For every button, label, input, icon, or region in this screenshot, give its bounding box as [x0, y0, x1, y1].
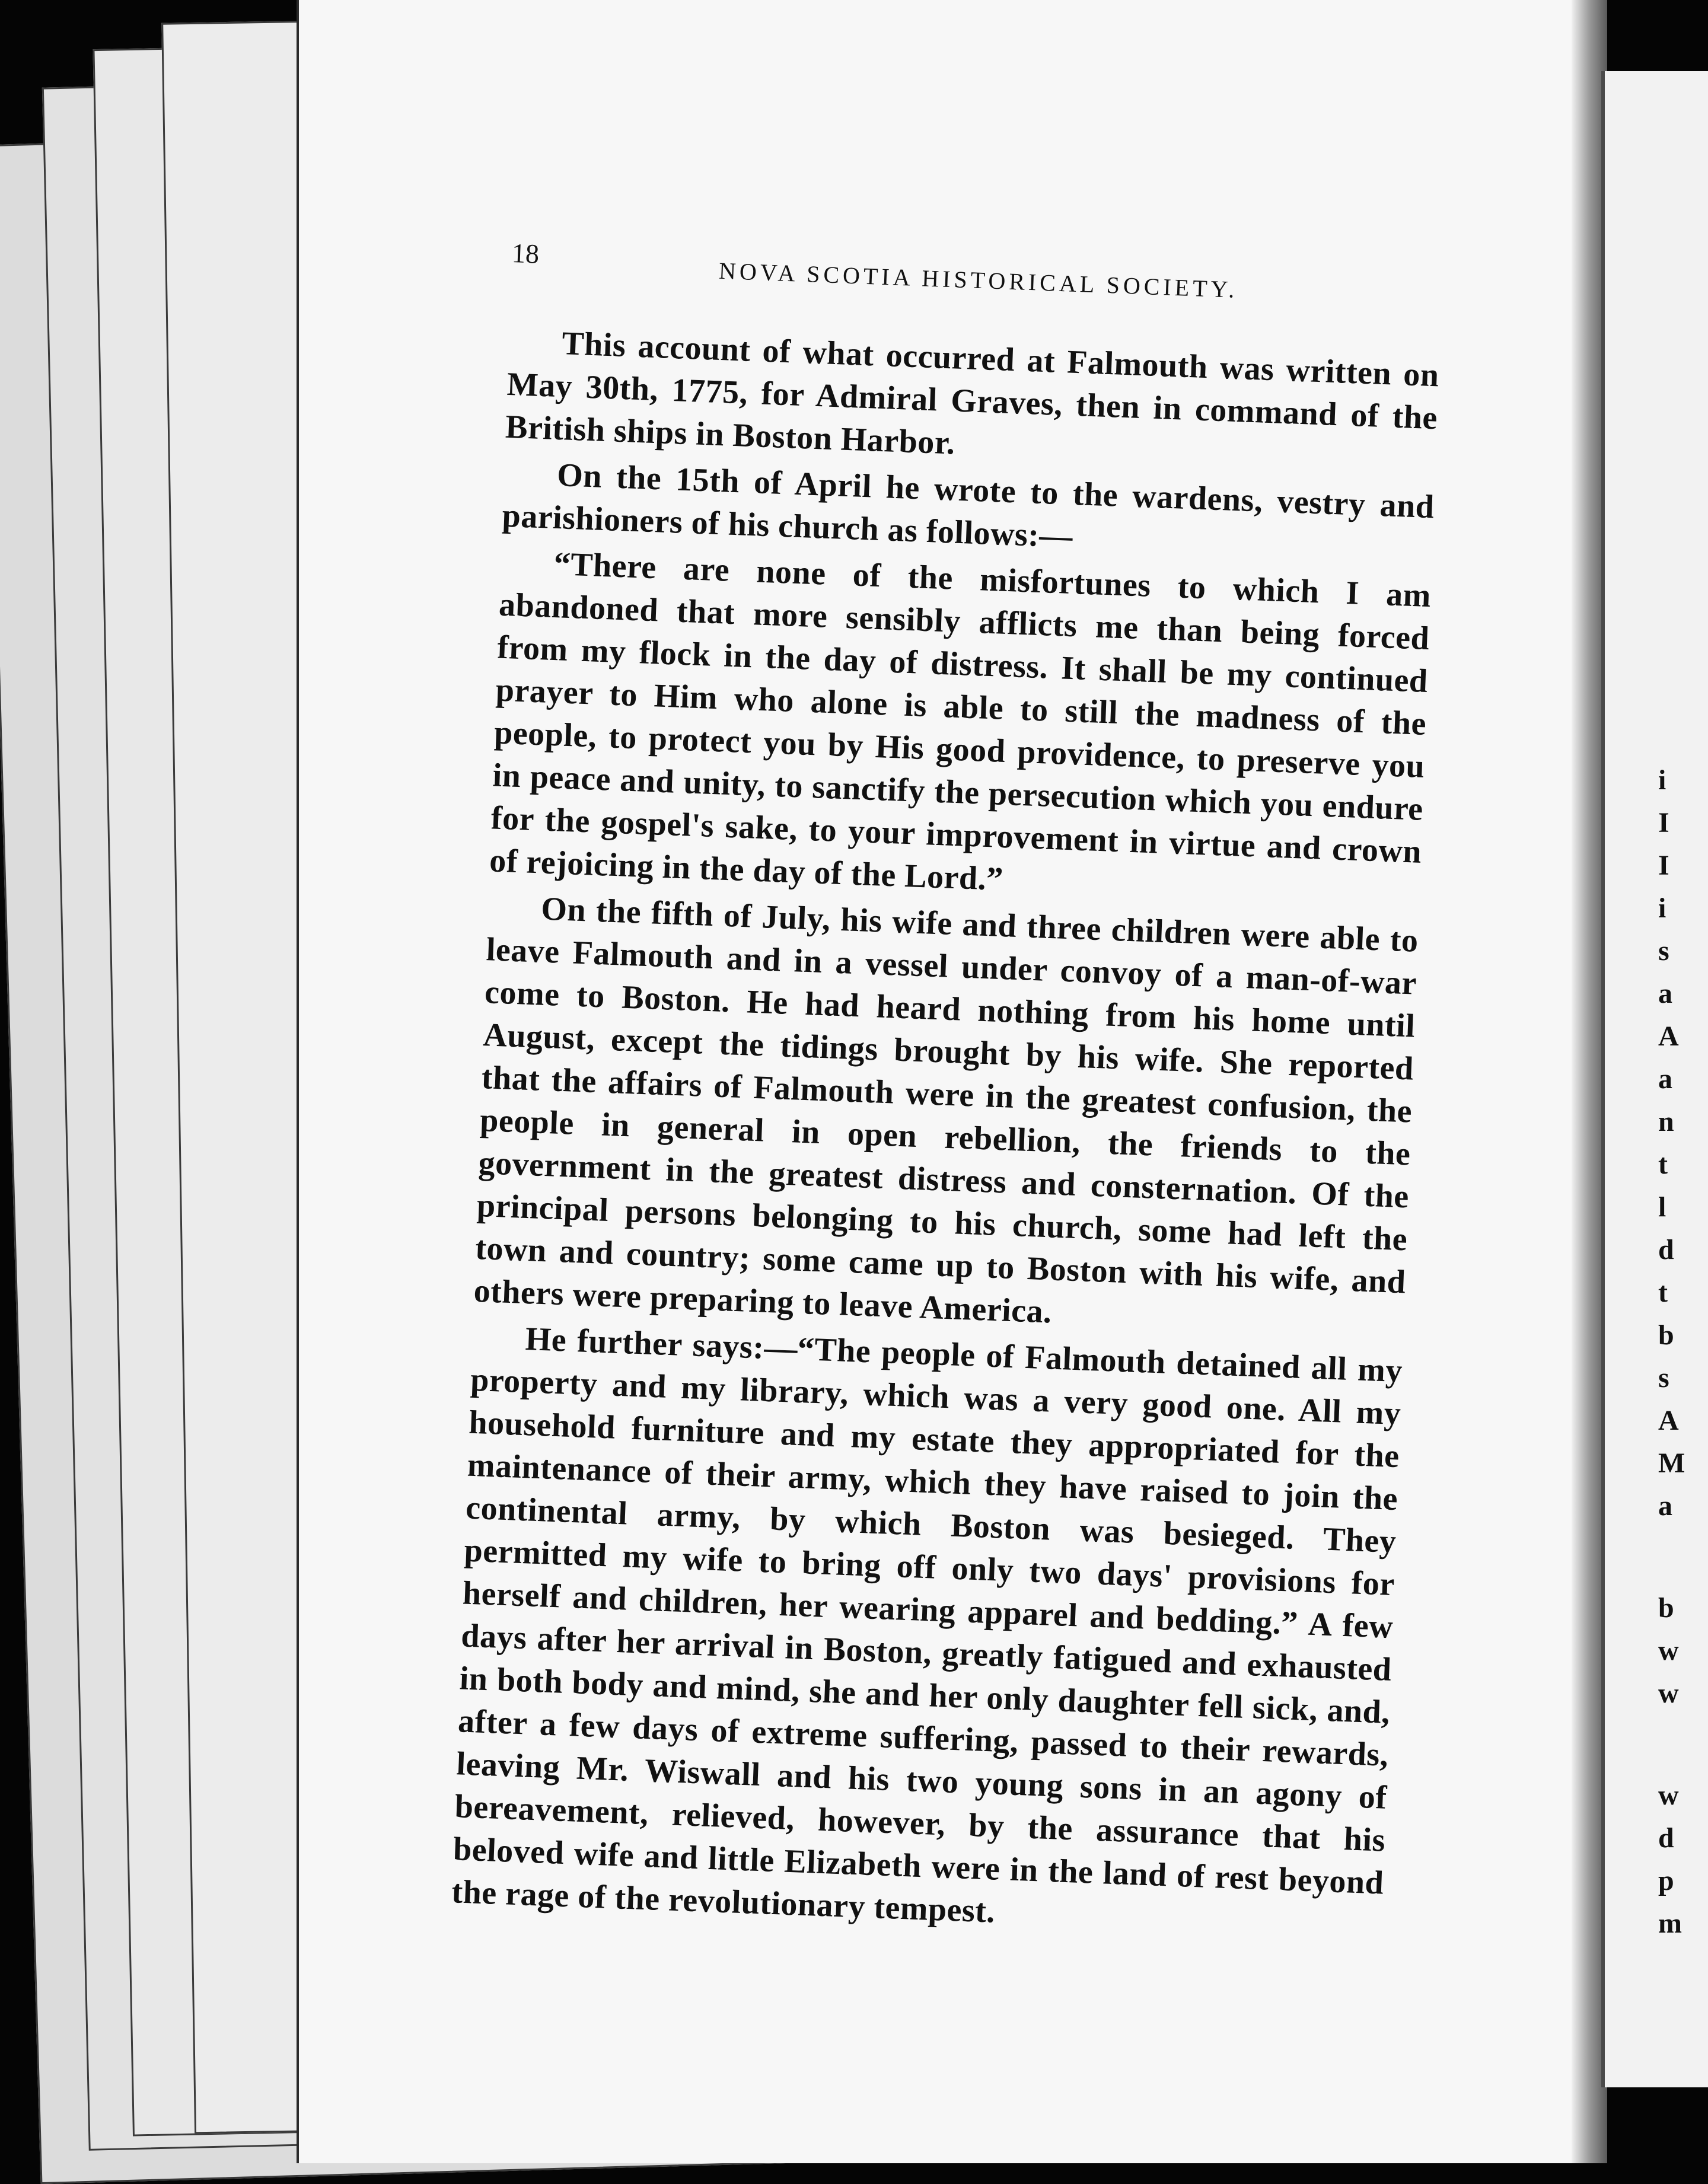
text-fragment: p: [1658, 1865, 1674, 1896]
text-fragment: [1658, 1528, 1708, 1587]
paragraph: This account of what occurred at Falmouth was written on May 30th, 1775, for Admiral Graves, then in command of the British ships in Boston Harbor.: [505, 325, 1440, 462]
page-text-block: [451, 237, 1443, 1951]
facing-page-text-fragments: [1658, 759, 1708, 1945]
facing-page-edge: [1601, 71, 1708, 2087]
book-page: [297, 0, 1607, 2163]
text-fragment: M: [1658, 1448, 1685, 1479]
text-fragment: i: [1658, 764, 1666, 796]
text-fragment: b: [1658, 1592, 1674, 1624]
text-fragment: a: [1658, 1490, 1672, 1522]
text-fragment: A: [1658, 1021, 1679, 1052]
text-fragment: n: [1658, 1106, 1674, 1137]
text-fragment: i: [1658, 892, 1666, 924]
text-fragment: [1658, 1715, 1708, 1774]
text-fragment: a: [1658, 1063, 1672, 1095]
text-fragment: t: [1658, 1277, 1668, 1308]
paragraph: “There are none of the misfortunes to which I am abandoned that more sensibly afflicts me than being forced from my flock in the day of distress. It shall be my continued prayer to Him who alone is able to still the madness of the people, to protect you by His good providence, to preserve you in peace and unity, to sanctify the persecution which you endure for the gospel's sake, to your improvement in virtue and crown of rejoicing in the day of the Lord.”: [489, 545, 1432, 898]
text-fragment: I: [1658, 807, 1669, 838]
paragraph: On the 15th of April he wrote to the wardens, vestry and parishioners of his church as follows:—: [501, 457, 1435, 555]
text-fragment: s: [1658, 935, 1669, 967]
text-fragment: w: [1658, 1635, 1679, 1666]
running-head: [510, 237, 1443, 330]
text-fragment: l: [1658, 1191, 1666, 1223]
text-fragment: t: [1658, 1149, 1668, 1180]
text-fragment: m: [1658, 1908, 1682, 1939]
text-fragment: a: [1658, 978, 1672, 1009]
text-fragment: b: [1658, 1319, 1674, 1351]
text-fragment: w: [1658, 1780, 1679, 1811]
text-fragment: I: [1658, 850, 1669, 881]
text-fragment: d: [1658, 1234, 1674, 1265]
text-fragment: A: [1658, 1405, 1679, 1436]
text-fragment: w: [1658, 1678, 1679, 1709]
text-fragment: d: [1658, 1822, 1674, 1854]
text-fragment: s: [1658, 1362, 1669, 1394]
paragraph: On the fifth of July, his wife and three children were able to leave Falmouth and in a vessel under convoy of a man-of-war come to Boston. He had heard nothing from his home until August, except the tidings brought by his wife. She reported that the affairs of Falmouth were in the greatest confusion, the people in general in open rebellion, the friends to the government in the greatest distress and consternation. Of the principal persons belonging to his church, some had left the town and country; some came up to Boston with his wife, and others were preparing to leave America.: [473, 890, 1419, 1331]
page-number: 18: [511, 237, 540, 269]
paragraph: He further says:—“The people of Falmouth detained all my property and my library, which was a very good one. All my household furniture and my estate they appropriated for the maintenance of their army, which they have raised to join the continental army, by which Boston was besieged. They permitted my wife to bring off only two days' provisions for herself and children, her wearing apparel and bedding.” A few days after her arrival in Boston, greatly fatigued and exhausted in both body and mind, she and her only daughter fell sick, and, after a few days of extreme suffering, passed to their rewards, leaving Mr. Wiswall and his two young sons in an agony of bereavement, relieved, however, by the assurance that his beloved wife and little Elizabeth were in the land of rest beyond the rage of the revolutionary tempest.: [451, 1321, 1404, 1930]
running-title: NOVA SCOTIA HISTORICAL SOCIETY.: [718, 257, 1239, 303]
